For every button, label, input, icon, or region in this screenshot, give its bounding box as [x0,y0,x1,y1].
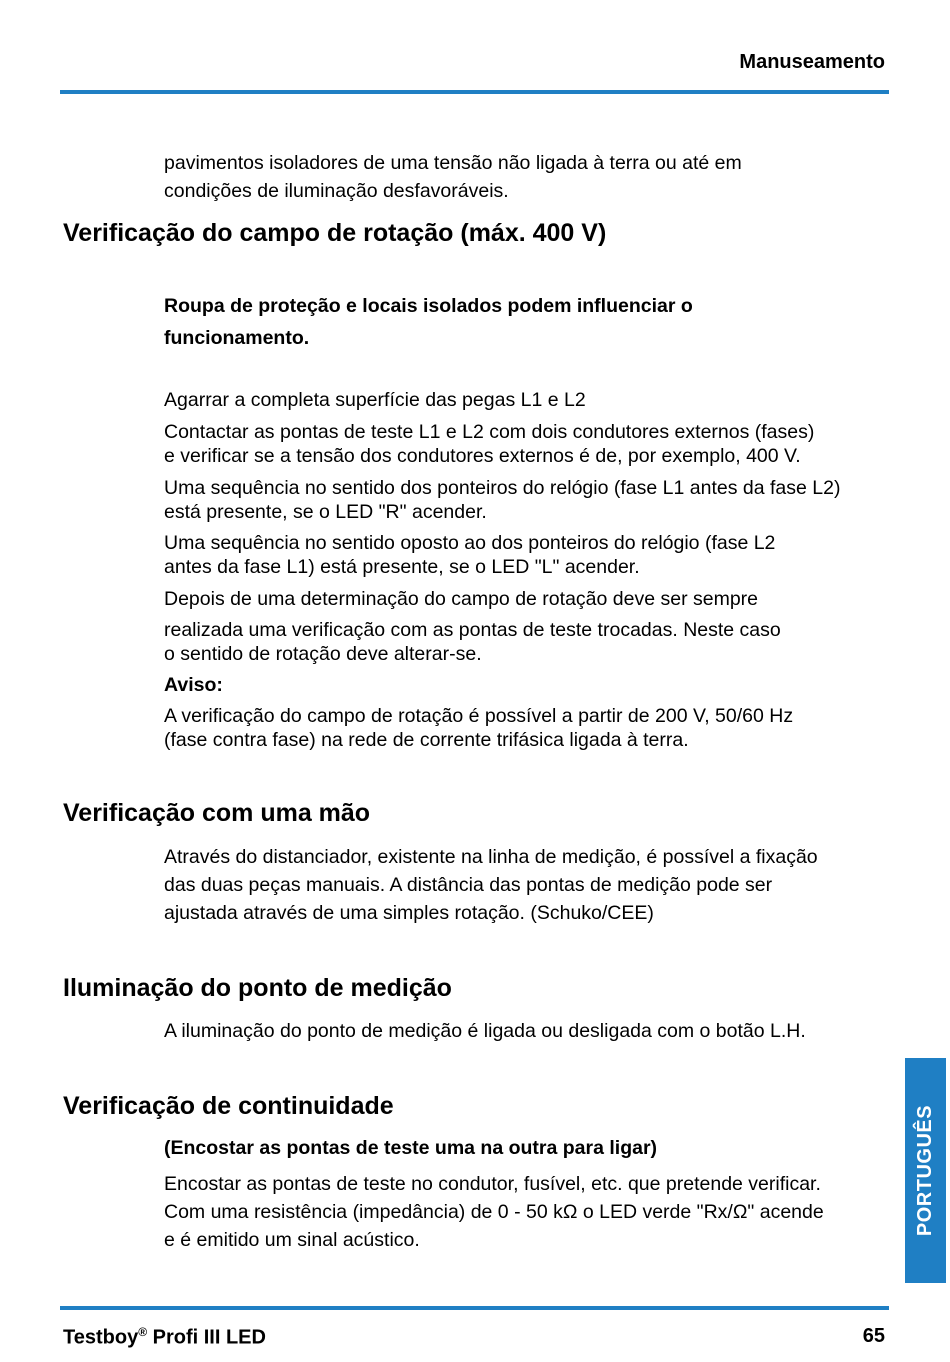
continuity-text: Com uma resistência (impedância) de 0 - 50 kΩ o LED verde "Rx/Ω" acende [164,1201,824,1223]
rotation-step: Uma sequência no sentido oposto ao dos ponteiros do relógio (fase L2 [164,532,776,554]
rotation-step: Uma sequência no sentido dos ponteiros do relógio (fase L1 antes da fase L2) [164,477,841,499]
section-heading-one-hand: Verificação com uma mão [63,799,371,827]
continuity-text: Encostar as pontas de teste no condutor, fusível, etc. que pretende verificar. [164,1173,821,1195]
rotation-step: Contactar as pontas de teste L1 e L2 com dois condutores externos (fases) [164,421,815,443]
warning-text: A verificação do campo de rotação é possível a partir de 200 V, 50/60 Hz [164,705,794,727]
rotation-step: antes da fase L1) está presente, se o LED "L" acender. [164,556,640,578]
footer-rule [60,1306,889,1310]
language-tab [905,1058,946,1283]
rotation-step: o sentido de rotação deve alterar-se. [164,643,482,665]
footer-model: Profi III LED [147,1326,266,1349]
rotation-step: realizada uma verificação com as pontas de teste trocadas. Neste caso [164,619,781,641]
section-heading-lighting: Iluminação do ponto de medição [63,974,452,1002]
lighting-text: A iluminação do ponto de medição é ligada ou desligada com o botão L.H. [164,1020,806,1042]
one-hand-text: Através do distanciador, existente na linha de medição, é possível a fixação [164,846,818,868]
continuity-text: e é emitido um sinal acústico. [164,1229,420,1251]
warning-label: Aviso: [164,674,223,696]
footer-product [63,1325,266,1350]
registered-mark: ® [138,1325,148,1339]
intro-line: pavimentos isoladores de uma tensão não ligada à terra ou até em [164,152,742,174]
rotation-note: funcionamento. [164,327,310,349]
running-header: Manuseamento [739,51,885,73]
rotation-note: Roupa de proteção e locais isolados podem influenciar o [164,295,693,317]
section-heading-continuity: Verificação de continuidade [63,1092,394,1120]
warning-text: (fase contra fase) na rede de corrente trifásica ligada à terra. [164,729,689,751]
intro-line: condições de iluminação desfavoráveis. [164,180,509,202]
section-heading-rotation: Verificação do campo de rotação (máx. 400 V) [63,219,607,247]
rotation-step: está presente, se o LED "R" acender. [164,501,487,523]
continuity-note: (Encostar as pontas de teste uma na outra para ligar) [164,1137,658,1159]
rotation-step: Agarrar a completa superfície das pegas L1 e L2 [164,389,586,411]
footer-brand: Testboy [63,1326,139,1349]
page-number: 65 [862,1325,885,1347]
one-hand-text: ajustada através de uma simples rotação. (Schuko/CEE) [164,902,654,924]
language-tab-label: PORTUGUÊS [914,1104,936,1237]
rotation-step: Depois de uma determinação do campo de rotação deve ser sempre [164,588,758,610]
header-rule [60,90,889,94]
one-hand-text: das duas peças manuais. A distância das pontas de medição pode ser [164,874,773,896]
rotation-step: e verificar se a tensão dos condutores externos é de, por exemplo, 400 V. [164,445,801,467]
